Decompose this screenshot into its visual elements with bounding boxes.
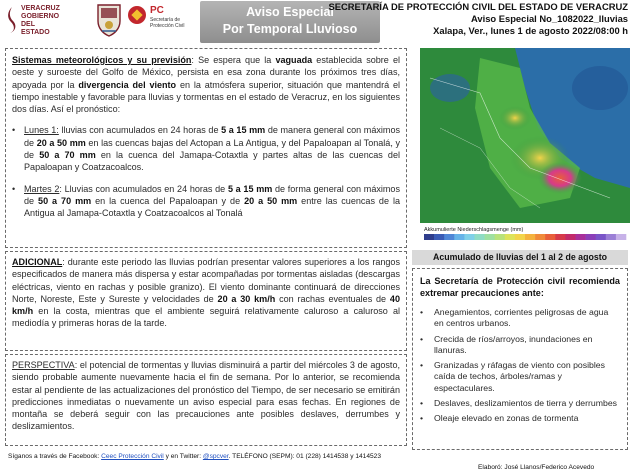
bullet-icon: • [12, 125, 16, 136]
tuesday-text-g: entre las cuencas de la Antigua al Jamapa-Cotaxtla y Coatzacoalcos al Tonalá [24, 195, 400, 219]
logo-pc-line1: Secretaría de [150, 17, 181, 23]
systems-text-b: vaguada [275, 55, 313, 65]
additional-label: ADICIONAL [12, 257, 63, 267]
legend-swatch [485, 234, 495, 240]
state-shield-icon [96, 3, 122, 37]
precaution-text: Crecida de ríos/arroyos, inundaciones en llanuras. [434, 333, 593, 355]
precautions-box [412, 268, 628, 450]
legend-swatch [586, 234, 596, 240]
monday-text-d: 20 a 50 mm [36, 137, 86, 148]
additional-text-e: en la costa, mientras que el ambiente seguirá relativamente caluroso a caluroso al mediodía y primeras horas de la tarde. [12, 306, 400, 329]
footer-follow-text: Síganos a través de Facebook: [8, 453, 102, 460]
precautions-title [420, 275, 620, 299]
precaution-text: Anegamientos, corrientes peligrosas de agua en centros urbanos. [434, 307, 609, 329]
twitter-link[interactable]: @spcver [202, 453, 229, 460]
legend-swatch [515, 234, 525, 240]
precaution-text: Granizadas y ráfagas de viento con posibles caída de techos, árboles/ramas y espectaculares. [434, 360, 605, 393]
legend-swatch [424, 234, 434, 240]
bullet-icon: • [420, 398, 424, 409]
bullet-icon: • [420, 307, 424, 317]
legend-swatch [555, 234, 565, 240]
legend-swatch [545, 234, 555, 240]
tuesday-text-d: 50 a 70 mm [38, 195, 92, 206]
tuesday-text-c: de forma general con máximos de [24, 183, 400, 206]
list-item [420, 334, 620, 357]
map-caption: Acumulado de lluvias del 1 al 2 de agosto [412, 250, 628, 265]
bullet-icon: • [420, 360, 424, 371]
systems-text-a: : Se espera que la [191, 55, 276, 65]
tuesday-text-b: 5 a 15 mm [227, 183, 273, 194]
legend-swatch [616, 234, 626, 240]
logo-pc-line2: Protección Civil [150, 23, 185, 29]
systems-text-e: en la atmósfera superior, situación que mantendrá el tiempo inestable y favorable para lluvias y tormentas en el estado de Veracruz, en los siguientes dos días. Así el pronóstico: [12, 79, 401, 115]
perspective-text: : el potencial de tormentas y lluvias disminuirá a partir del miércoles 3 de agosto, siendo probable aumente nuevamente hacia el fin de semana. Por lo anterior, se recomienda estar al pendiente de las actualizaciones del pronóstico del Tiempo, de ser necesario se emitirán predicciones inmediatas o nuevamente un aviso especial para esas fechas. En regiones de montaña se deberá seguir con las precauciones ante posibles deslaves, derrumbes y deslizamientos. [12, 360, 400, 432]
map-legend-colorbar [424, 234, 626, 240]
map-legend-label: Akkumulierte Niederschlagsmenge (mm) [424, 227, 524, 233]
monday-text-e: en las cuencas bajas del Actopan a La Antigua, y del Papaloapan al Tonalá, y de [24, 137, 400, 161]
precaution-text: Deslaves, deslizamientos de tierra y derrumbes [434, 398, 617, 409]
legend-swatch [596, 234, 606, 240]
rainfall-map [420, 48, 630, 248]
additional-box [5, 251, 407, 351]
footer-phones: . TELÉFONO (SEPM): 01 (228) 1414538 y 1414523 [228, 453, 381, 460]
list-item [420, 360, 620, 394]
agency-name: SECRETARÍA DE PROTECCIÓN CIVIL DEL ESTADO DE VERACRUZ [328, 1, 628, 12]
footer-author: Elaboró: José Llanos/Federico Acevedo [478, 464, 595, 471]
monday-text-f: 50 a 70 mm [39, 150, 96, 161]
place-and-date: Xalapa, Ver., lunes 1 de agosto 2022/08:00 h [433, 25, 628, 36]
forecast-box [5, 48, 407, 248]
bulletin-number: Aviso Especial No_1082022_lluvias [470, 13, 628, 24]
tuesday-text-f: 20 a 50 mm [244, 195, 298, 206]
logo-veracruz-line3: DEL ESTADO [21, 21, 50, 36]
systems-paragraph [12, 54, 400, 115]
logo-veracruz-line2: GOBIERNO [21, 13, 60, 20]
additional-paragraph [12, 256, 400, 330]
legend-swatch [535, 234, 545, 240]
bulletin-title-line1: Aviso Especial [246, 5, 334, 19]
additional-text-a: : durante este periodo las lluvias podrían presentar valores superiores a los rangos especificados de manera más dispersa y estar acompañadas por tormentas aisladas (descargas eléctricas, viento en rachas y posible granizo). El viento dominante continuará de direcciones Norte, Noreste, Este y Sureste y velocidades de [12, 257, 400, 304]
perspective-box [5, 354, 407, 446]
tuesday-text-e: en la cuenca del Papaloapan y de [91, 195, 245, 206]
bulletin-title-line2: Por Temporal Lluvioso [222, 22, 358, 36]
legend-swatch [444, 234, 454, 240]
systems-text-c: establecida sobre el oeste y suroeste del Golfo de México, persista en esa zona durante los próximos tres días, apoyada por la [12, 55, 400, 90]
legend-swatch [525, 234, 535, 240]
systems-text-d: divergencia del viento [78, 79, 177, 90]
legend-swatch [565, 234, 575, 240]
legend-swatch [454, 234, 464, 240]
precaution-text: Oleaje elevado en zonas de tormenta [434, 413, 579, 424]
list-item [420, 413, 620, 424]
tuesday-text-a: : Lluvias con acumulados en 24 horas de [59, 183, 228, 194]
legend-swatch [576, 234, 586, 240]
logo-veracruz-line1: VERACRUZ [21, 5, 60, 12]
monday-text-a: lluvias con acumulados en 24 horas de [58, 125, 222, 136]
monday-text-b: 5 a 15 mm [221, 125, 266, 136]
precautions-title-text: La Secretaría de Protección civil recomienda extremar precauciones ante [420, 276, 620, 298]
legend-swatch [464, 234, 474, 240]
precautions-title-end: : [540, 288, 544, 298]
additional-text-b: 20 a 30 km/h [217, 293, 276, 304]
proteccion-civil-logo [128, 6, 200, 36]
tuesday-forecast [12, 183, 400, 220]
additional-text-d: 40 km/h [12, 293, 400, 317]
monday-text-c: de manera general con máximos de [24, 125, 400, 148]
logo-pc-initials: PC [150, 5, 164, 16]
perspective-paragraph [12, 359, 400, 433]
header [0, 0, 634, 46]
systems-heading: Sistemas meteorológicos y su previsión [12, 55, 192, 65]
tuesday-label: Martes 2 [24, 183, 60, 194]
legend-swatch [495, 234, 505, 240]
precautions-list [420, 307, 620, 425]
legend-swatch [606, 234, 616, 240]
legend-swatch [475, 234, 485, 240]
footer-twitter-prefix: y en Twitter: [163, 453, 203, 460]
additional-text-c: con rachas eventuales de [275, 293, 390, 304]
list-item [420, 307, 620, 330]
monday-label: Lunes 1: [24, 125, 59, 136]
bullet-icon: • [420, 413, 424, 424]
facebook-link[interactable]: Ceec Protección Civil [101, 453, 164, 460]
monday-forecast [12, 124, 400, 173]
footer-contact [8, 452, 381, 461]
precipitation-map-image [420, 48, 630, 248]
bullet-icon: • [12, 183, 16, 194]
header-info [328, 1, 628, 37]
perspective-label: PERSPECTIVA [12, 360, 75, 370]
veracruz-emblem-icon [6, 6, 18, 34]
legend-swatch [505, 234, 515, 240]
proteccion-civil-emblem-icon [128, 6, 146, 24]
list-item [420, 398, 620, 409]
legend-swatch [434, 234, 444, 240]
monday-text-g: en la cuenca del Jamapa-Cotaxtla y partes altas de las cuencas del Papaloapan y Coatzacoalcos. [24, 150, 400, 173]
veracruz-government-logo [6, 4, 64, 38]
bullet-icon: • [420, 333, 424, 344]
